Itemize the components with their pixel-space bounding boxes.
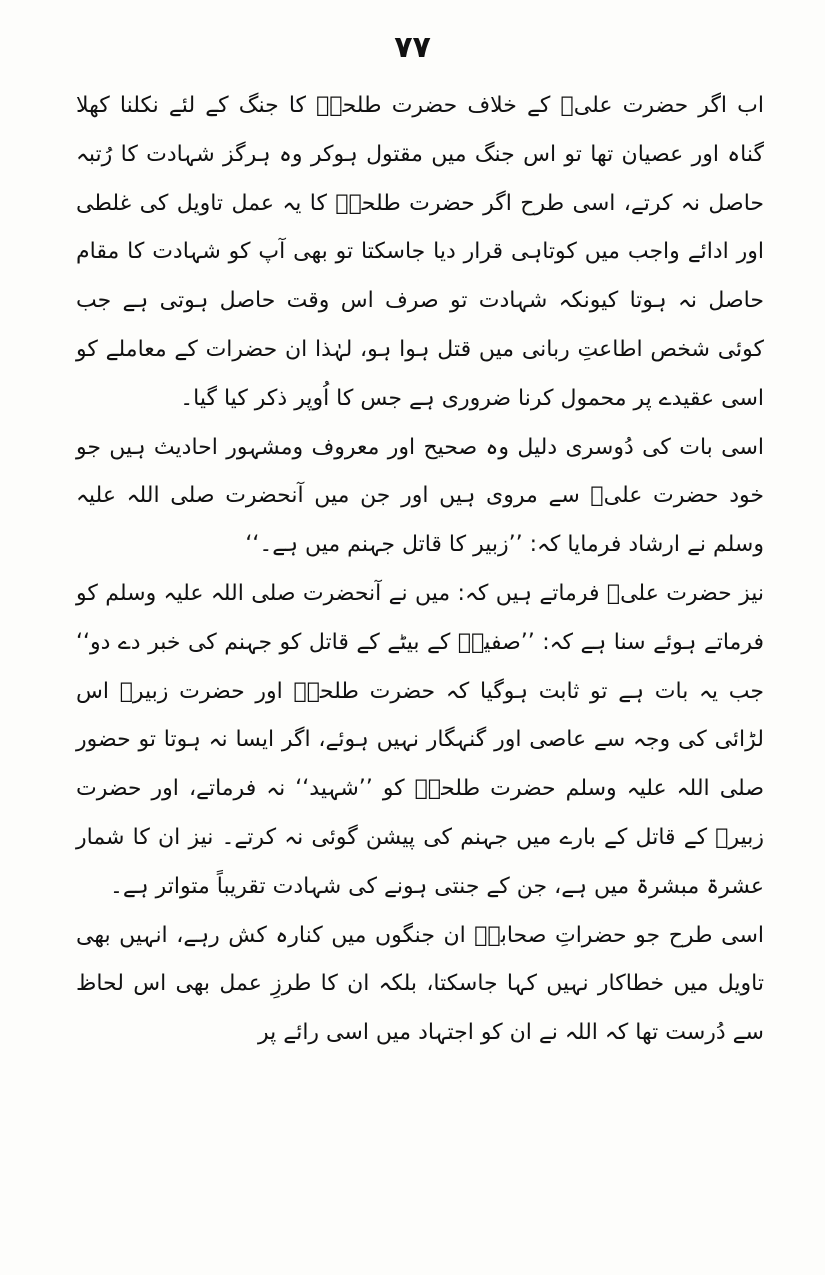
paragraph-4: اسی طرح جو حضراتِ صحابہؓ ان جنگوں میں کنارہ کش رہے، انہیں بھی تاویل میں خطاکار نہیں کہا جاسکتا، بلکہ ان کا طرزِ عمل بھی اس لحاظ سے دُرست تھا کہ اللہ نے ان کو اجتہاد میں اسی رائے پر xyxy=(76,922,764,1046)
paragraph-1: اب اگر حضرت علیؓ کے خلاف حضرت طلحہؓ کا جنگ کے لئے نکلنا کھلا گناہ اور عصیان تھا تو اس جنگ میں مقتول ہوکر وہ ہرگز شہادت کا رُتبہ حاصل نہ کرتے، اسی طرح اگر حضرت طلحہؓ کا یہ عمل تاویل کی غلطی اور ادائے واجب میں کوتاہی قرار دیا جاسکتا تو بھی آپ کو شہادت کا مقام حاصل نہ ہوتا کیونکہ شہادت تو صرف اس وقت حاصل ہوتی ہے جب کوئی شخص اطاعتِ ربانی میں قتل ہوا ہو، لہٰذا ان حضرات کے معاملے کو اسی عقیدے پر محمول کرنا ضروری ہے جس کا اُوپر ذکر کیا گیا۔ xyxy=(76,93,764,411)
page-number: ۷۷ xyxy=(394,30,431,65)
paragraph-2: اسی بات کی دُوسری دلیل وہ صحیح اور معروف ومشہور احادیث ہیں جو خود حضرت علیؓ سے مروی ہیں اور جن میں آنحضرت صلی اللہ علیہ وسلم نے ارشاد فرمایا کہ: ’’زبیر کا قاتل جہنم میں ہے۔‘‘ xyxy=(76,434,764,558)
paragraph-3: نیز حضرت علیؓ فرماتے ہیں کہ: میں نے آنحضرت صلی اللہ علیہ وسلم کو فرماتے ہوئے سنا ہے کہ: ’’صفیہؓ کے بیٹے کے قاتل کو جہنم کی خبر دے دو‘‘ جب یہ بات ہے تو ثابت ہوگیا کہ حضرت طلحہؓ اور حضرت زبیرؓ اس لڑائی کی وجہ سے عاصی اور گنہگار نہیں ہوئے، اگر ایسا نہ ہوتا تو حضور صلی اللہ علیہ وسلم حضرت طلحہؓ کو ’’شہید‘‘ نہ فرماتے، اور حضرت زبیرؓ کے قاتل کے بارے میں جہنم کی پیشن گوئی نہ کرتے۔ نیز ان کا شمار عشرۃ مبشرۃ میں ہے، جن کے جنتی ہونے کی شہادت تقریباً متواتر ہے۔ xyxy=(76,580,764,899)
body-text xyxy=(76,82,764,1058)
